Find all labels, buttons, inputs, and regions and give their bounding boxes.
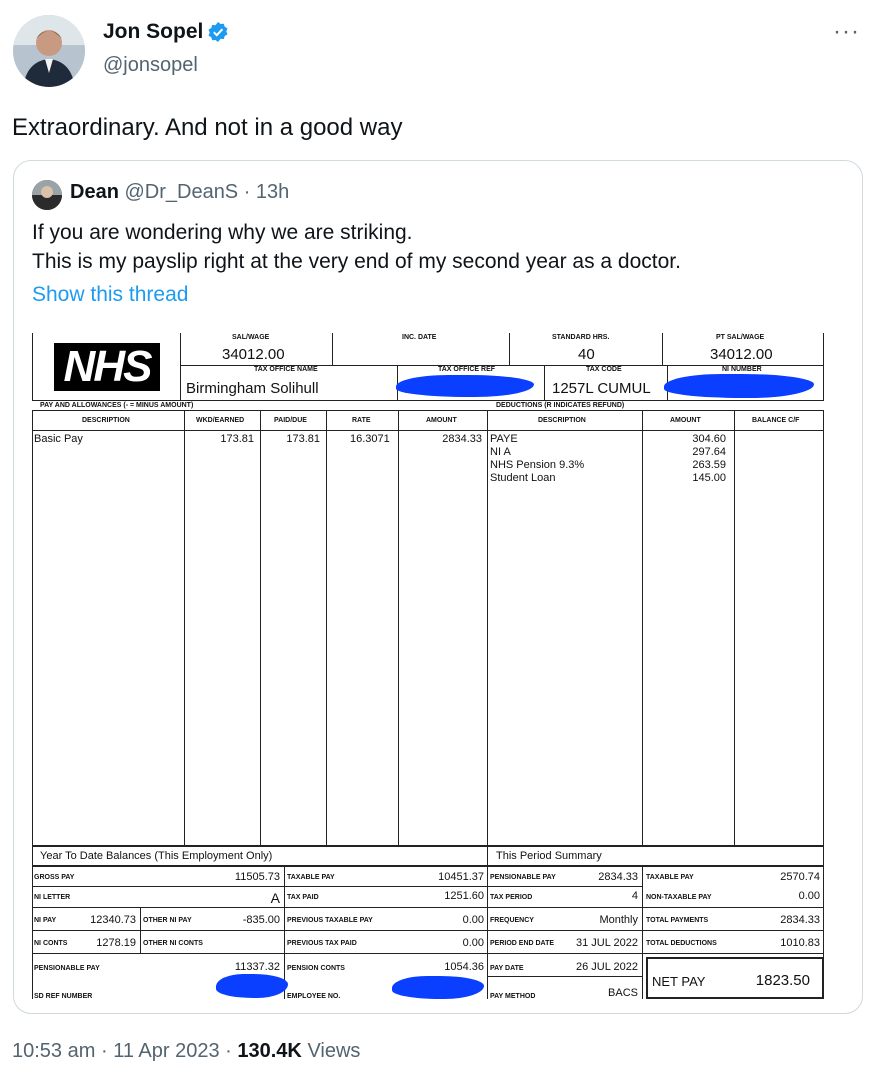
ded-col-balance: BALANCE C/F bbox=[752, 417, 800, 424]
p-total-payments-label: TOTAL PAYMENTS bbox=[646, 917, 709, 924]
p-frequency: Monthly bbox=[599, 914, 638, 926]
p-pay-date-label: PAY DATE bbox=[490, 965, 524, 972]
prev-tax-label: PREVIOUS TAX PAID bbox=[287, 940, 357, 947]
tweet-time[interactable]: 10:53 am bbox=[12, 1040, 96, 1062]
ni-conts-label: NI CONTS bbox=[34, 940, 68, 947]
deduction-amount: 145.00 bbox=[692, 472, 726, 484]
pay-col-wkd: WKD/EARNED bbox=[196, 417, 245, 424]
p-nontaxable: 0.00 bbox=[798, 890, 820, 902]
tax-office-name-label: TAX OFFICE NAME bbox=[254, 366, 318, 373]
tax-paid: 1251.60 bbox=[444, 890, 484, 902]
quote-header bbox=[70, 181, 289, 204]
pay-row-paid: 173.81 bbox=[286, 433, 320, 445]
tax-paid-label: TAX PAID bbox=[287, 894, 319, 901]
deduction-desc: NHS Pension 9.3% bbox=[490, 459, 585, 471]
p-pensionable-label: PENSIONABLE PAY bbox=[490, 874, 556, 881]
pay-col-description: DESCRIPTION bbox=[82, 417, 130, 424]
ded-col-description: DESCRIPTION bbox=[538, 417, 586, 424]
p-total-payments: 2834.33 bbox=[780, 914, 820, 926]
payslip-image[interactable] bbox=[32, 333, 825, 999]
period-title: This Period Summary bbox=[496, 850, 602, 862]
more-options-icon[interactable]: ··· bbox=[833, 18, 860, 45]
deduction-amount: 297.64 bbox=[692, 446, 726, 458]
quote-author-handle[interactable]: @Dr_DeanS bbox=[124, 181, 239, 203]
p-nontaxable-label: NON-TAXABLE PAY bbox=[646, 894, 712, 901]
p-pay-method: BACS bbox=[608, 987, 638, 999]
tweet-meta bbox=[12, 1040, 360, 1063]
p-tax-period-label: TAX PERIOD bbox=[490, 894, 533, 901]
ni-letter: A bbox=[270, 890, 280, 906]
p-total-deductions-label: TOTAL DEDUCTIONS bbox=[646, 940, 717, 947]
views-count[interactable]: 130.4K bbox=[237, 1040, 302, 1062]
redaction-tax-office-ref bbox=[396, 375, 534, 397]
deductions-label: DEDUCTIONS (R INDICATES REFUND) bbox=[496, 402, 625, 409]
pay-row-desc: Basic Pay bbox=[34, 433, 83, 445]
tweet-text: Extraordinary. And not in a good way bbox=[12, 114, 403, 141]
verified-badge-icon bbox=[207, 21, 229, 43]
ni-letter-label: NI LETTER bbox=[34, 894, 71, 901]
gross-pay: 11505.73 bbox=[234, 871, 280, 883]
prev-tax: 0.00 bbox=[462, 937, 484, 949]
pensionable-pay: 11337.32 bbox=[234, 961, 280, 973]
tax-office-ref-label: TAX OFFICE REF bbox=[438, 366, 496, 373]
ded-col-amount: AMOUNT bbox=[670, 417, 701, 424]
p-pay-method-label: PAY METHOD bbox=[490, 993, 536, 1000]
pay-row-rate: 16.3071 bbox=[350, 433, 390, 445]
author-name-text[interactable]: Jon Sopel bbox=[103, 20, 204, 43]
meta-separator: · bbox=[225, 1040, 232, 1062]
net-pay: 1823.50 bbox=[755, 972, 810, 989]
pt-sal-wage-label: PT SAL/WAGE bbox=[716, 334, 765, 341]
ni-number-label: NI NUMBER bbox=[722, 366, 762, 373]
nhs-logo: NHS bbox=[54, 343, 160, 391]
pensionable-pay-label: PENSIONABLE PAY bbox=[34, 965, 100, 972]
p-period-end-label: PERIOD END DATE bbox=[490, 940, 555, 947]
p-pay-date: 26 JUL 2022 bbox=[576, 961, 638, 973]
gross-pay-label: GROSS PAY bbox=[34, 874, 75, 881]
pay-row-wkd: 173.81 bbox=[220, 433, 254, 445]
tax-code: 1257L CUMUL bbox=[552, 380, 651, 397]
views-label[interactable]: Views bbox=[307, 1040, 361, 1062]
tax-office-name: Birmingham Solihull bbox=[186, 380, 319, 397]
net-pay-label: NET PAY bbox=[652, 974, 706, 989]
ni-pay-label: NI PAY bbox=[34, 917, 57, 924]
show-thread-link[interactable]: Show this thread bbox=[32, 283, 189, 306]
sd-ref-label: SD REF NUMBER bbox=[34, 993, 93, 1000]
standard-hrs: 40 bbox=[578, 346, 595, 363]
tax-code-label: TAX CODE bbox=[586, 366, 622, 373]
standard-hrs-label: STANDARD HRS. bbox=[552, 334, 610, 341]
prev-taxable-label: PREVIOUS TAXABLE PAY bbox=[287, 917, 373, 924]
redaction-employee-no bbox=[392, 976, 484, 999]
other-ni-pay: -835.00 bbox=[242, 914, 280, 926]
sal-wage-label: SAL/WAGE bbox=[232, 334, 270, 341]
sal-wage: 34012.00 bbox=[222, 346, 285, 363]
author-avatar[interactable] bbox=[13, 15, 85, 87]
p-taxable: 2570.74 bbox=[780, 871, 820, 883]
p-period-end: 31 JUL 2022 bbox=[576, 937, 638, 949]
p-taxable-label: TAXABLE PAY bbox=[646, 874, 694, 881]
pay-allowances-label: PAY AND ALLOWANCES (- = MINUS AMOUNT) bbox=[40, 402, 194, 409]
meta-separator: · bbox=[100, 1040, 108, 1062]
deduction-amount: 263.59 bbox=[692, 459, 726, 471]
quote-text bbox=[32, 218, 852, 276]
taxable-pay: 10451.37 bbox=[438, 871, 484, 883]
pay-col-rate: RATE bbox=[352, 417, 371, 424]
deduction-desc: PAYE bbox=[490, 433, 518, 445]
pay-row-amount: 2834.33 bbox=[442, 433, 482, 445]
ni-pay: 12340.73 bbox=[90, 914, 136, 926]
other-ni-conts-label: OTHER NI CONTS bbox=[143, 940, 203, 947]
quote-author-name[interactable]: Dean bbox=[70, 181, 119, 203]
author-handle[interactable]: @jonsopel bbox=[103, 54, 198, 76]
deduction-desc: NI A bbox=[490, 446, 511, 458]
prev-taxable: 0.00 bbox=[462, 914, 484, 926]
other-ni-pay-label: OTHER NI PAY bbox=[143, 917, 192, 924]
quote-text-line: If you are wondering why we are striking. bbox=[32, 221, 413, 244]
pension-conts-label: PENSION CONTS bbox=[287, 965, 345, 972]
pension-conts: 1054.36 bbox=[444, 961, 484, 973]
redaction-ni-number bbox=[664, 374, 814, 398]
quote-age[interactable]: · 13h bbox=[243, 181, 290, 203]
p-tax-period: 4 bbox=[631, 890, 638, 902]
author-name[interactable] bbox=[103, 20, 229, 44]
p-frequency-label: FREQUENCY bbox=[490, 917, 534, 924]
redaction-sd-ref bbox=[216, 974, 288, 998]
quote-author-avatar[interactable] bbox=[32, 180, 62, 210]
ni-conts: 1278.19 bbox=[96, 937, 136, 949]
inc-date-label: INC. DATE bbox=[402, 334, 437, 341]
tweet-date[interactable]: 11 Apr 2023 bbox=[113, 1040, 220, 1062]
pt-sal-wage: 34012.00 bbox=[710, 346, 773, 363]
pay-col-paid: PAID/DUE bbox=[274, 417, 307, 424]
employee-no-label: EMPLOYEE NO. bbox=[287, 993, 341, 1000]
p-pensionable: 2834.33 bbox=[598, 871, 638, 883]
pay-col-amount: AMOUNT bbox=[426, 417, 457, 424]
p-total-deductions: 1010.83 bbox=[780, 937, 820, 949]
quoted-tweet[interactable] bbox=[13, 160, 863, 1014]
ytd-title: Year To Date Balances (This Employment Only) bbox=[40, 850, 273, 862]
quote-text-line: This is my payslip right at the very end of my second year as a doctor. bbox=[32, 250, 681, 273]
deduction-desc: Student Loan bbox=[490, 472, 556, 484]
deduction-amount: 304.60 bbox=[692, 433, 726, 445]
taxable-pay-label: TAXABLE PAY bbox=[287, 874, 335, 881]
